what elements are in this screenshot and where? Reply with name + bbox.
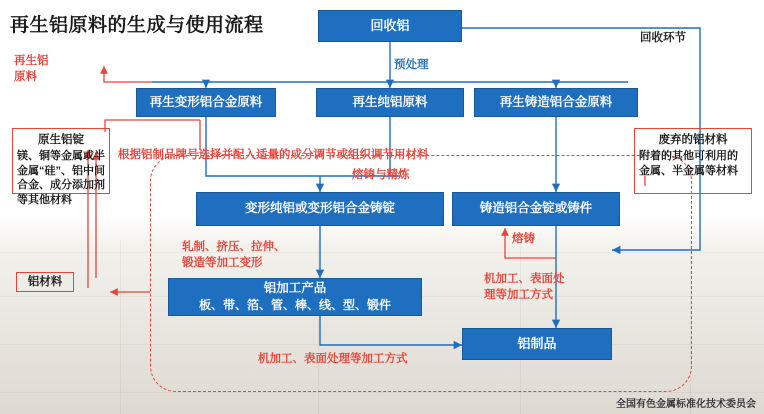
- label-melt-refine: 熔铸与精炼: [352, 169, 410, 181]
- redbox-scrap-title: 废弃的铝材料: [658, 134, 728, 146]
- label-remelt: 熔铸: [512, 233, 535, 245]
- box-wrought-alloy-feedstock[interactable]: 再生变形铝合金原料: [136, 88, 276, 117]
- label-pretreatment: 预处理: [394, 59, 429, 71]
- redbox-scrap-material[interactable]: [634, 128, 752, 194]
- redbox-aluminum-material[interactable]: [16, 272, 74, 292]
- box-aluminum-products[interactable]: 铝制品: [462, 328, 612, 360]
- page-title: 再生铝原料的生成与使用流程: [10, 15, 264, 36]
- label-deformation: 轧制、挤压、拉伸、 锻造等加工变形: [182, 241, 286, 269]
- redbox-raw-ingot[interactable]: [12, 128, 110, 207]
- redbox-raw-ingot-body: 镁、铜等金属或半金属“硅”、铝中间合金、成分添加剂等其他材料: [17, 149, 105, 207]
- box-wrought-ingot[interactable]: 变形纯铝或变形铝合金铸锭: [196, 192, 444, 226]
- processed-products-title: 铝加工产品: [263, 281, 327, 296]
- redbox-scrap-body: 附着的其他可利用的金属、半金属等材料: [639, 149, 738, 177]
- label-recycled-feedstock-left: 再生铝 原料: [14, 55, 49, 83]
- label-recycle-link: 回收环节: [640, 32, 686, 44]
- processed-products-list: 板、带、箔、管、棒、线、型、锻件: [198, 297, 391, 312]
- box-processed-products[interactable]: [168, 278, 422, 316]
- box-cast-alloy-feedstock[interactable]: 再生铸造铝合金原料: [474, 88, 638, 117]
- box-recycled-aluminum[interactable]: 回收铝: [318, 10, 462, 42]
- redbox-aluminum-material-label: 铝材料: [27, 275, 63, 288]
- box-pure-aluminum-feedstock[interactable]: 再生纯铝原料: [316, 88, 464, 117]
- footer-credit: 全国有色金属标准化技术委员会: [616, 399, 756, 410]
- redbox-raw-ingot-title: 原生铝锭: [38, 134, 84, 146]
- label-machining-bottom: 机加工、表面处理等加工方式: [258, 353, 408, 365]
- box-cast-ingot[interactable]: 铸造铝合金锭或铸件: [452, 192, 620, 226]
- label-grade-selection: 根据铝制品牌号选择并配入适量的成分调节或组织调节用材料: [118, 149, 429, 161]
- label-machining-right: 机加工、表面处 理等加工方式: [484, 273, 565, 301]
